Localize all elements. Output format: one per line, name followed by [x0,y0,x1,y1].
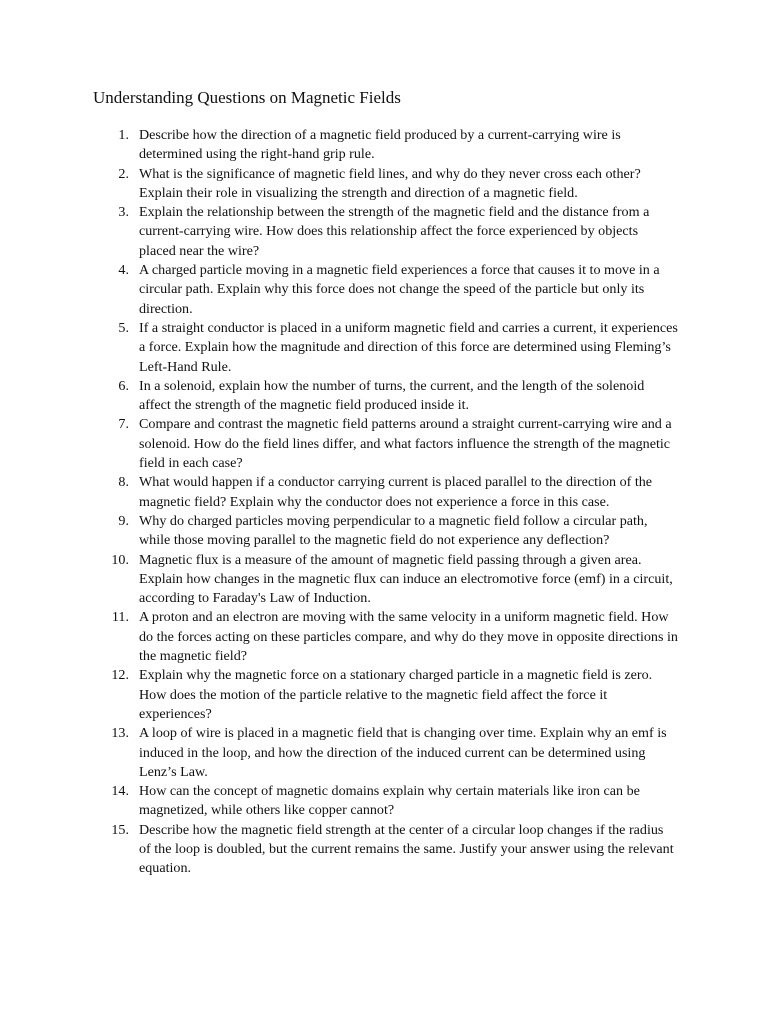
question-text: What would happen if a conductor carrying current is placed parallel to the direction of the magnetic field? Explain why the conductor does not experience a force in this case. [139,474,653,510]
question-number: 12. [111,667,129,684]
question-number: 8. [118,474,129,491]
question-item-2 [93,165,678,204]
question-item-12 [93,666,678,724]
question-number: 7. [118,416,129,433]
question-text: Magnetic flux is a measure of the amount of magnetic field passing through a given area. Explain how changes in the magnetic flux can induce an electromotive force (emf) in a circuit, according to Faraday's Law of Induction. [139,551,673,607]
question-text: If a straight conductor is placed in a uniform magnetic field and carries a current, it experiences a force. Explain how the magnitude and direction of this force are determined using Fleming’s Left-Hand Rule. [139,319,678,375]
question-item-13 [93,724,678,782]
question-number: 9. [118,512,129,529]
question-text: Compare and contrast the magnetic field patterns around a straight current-carrying wire and a solenoid. How do the field lines differ, and what factors influence the strength of the magnetic field in each case? [139,416,672,472]
question-text: Explain why the magnetic force on a stationary charged particle in a magnetic field is zero. How does the motion of the particle relative to the magnetic field affect the force it experiences? [139,667,653,722]
question-item-7 [93,415,678,473]
question-item-1 [93,126,678,165]
question-item-11 [93,608,678,666]
question-number: 4. [118,262,129,279]
question-number: 5. [118,319,129,336]
question-item-9 [93,512,678,551]
question-item-3 [93,203,678,261]
question-number: 2. [118,165,129,182]
question-item-6 [93,377,678,416]
question-number: 1. [118,127,129,143]
question-item-15 [93,821,678,879]
question-text: A proton and an electron are moving with the same velocity in a uniform magnetic field. How do the forces acting on these particles compare, and why do they move in opposite directions in the magnetic field? [139,609,678,665]
question-text: A loop of wire is placed in a magnetic field that is changing over time. Explain why an emf is induced in the loop, and how the direction of the induced current can be determined using Lenz’s Law. [139,725,667,780]
question-text: Describe how the direction of a magnetic field produced by a current-carrying wire is determined using the right-hand grip rule. [139,127,621,163]
question-text: In a solenoid, explain how the number of turns, the current, and the length of the solenoid affect the strength of the magnetic field produced inside it. [139,377,645,414]
question-text: What is the significance of magnetic field lines, and why do they never cross each other? Explain their role in visualizing the strength and direction of a magnetic field. [139,165,641,201]
question-text: Describe how the magnetic field strength at the center of a circular loop changes if the radius of the loop is doubled, but the current remains the same. Justify your answer using the relevant equation. [139,821,674,877]
question-item-5 [93,319,678,377]
question-number: 3. [118,204,129,221]
question-item-4 [93,261,678,319]
question-number: 13. [111,725,129,742]
question-number: 11. [111,609,129,626]
question-number: 10. [111,551,129,568]
page-title: Understanding Questions on Magnetic Fields [93,88,401,107]
question-item-10 [93,551,678,609]
question-list [93,126,678,879]
question-number: 15. [111,821,129,838]
question-item-8 [93,473,678,512]
question-number: 6. [118,377,129,394]
question-number: 14. [111,783,129,800]
question-item-14 [93,782,678,821]
question-text: Why do charged particles moving perpendicular to a magnetic field follow a circular path, while those moving parallel to the magnetic field do not experience any deflection? [139,512,648,549]
question-text: Explain the relationship between the strength of the magnetic field and the distance from a current-carrying wire. How does this relationship affect the force experienced by objects placed near the wire? [139,204,650,259]
question-text: How can the concept of magnetic domains explain why certain materials like iron can be magnetized, while others like copper cannot? [139,783,640,819]
question-text: A charged particle moving in a magnetic field experiences a force that causes it to move in a circular path. Explain why this force does not change the speed of the particle but only its direction. [139,262,660,317]
